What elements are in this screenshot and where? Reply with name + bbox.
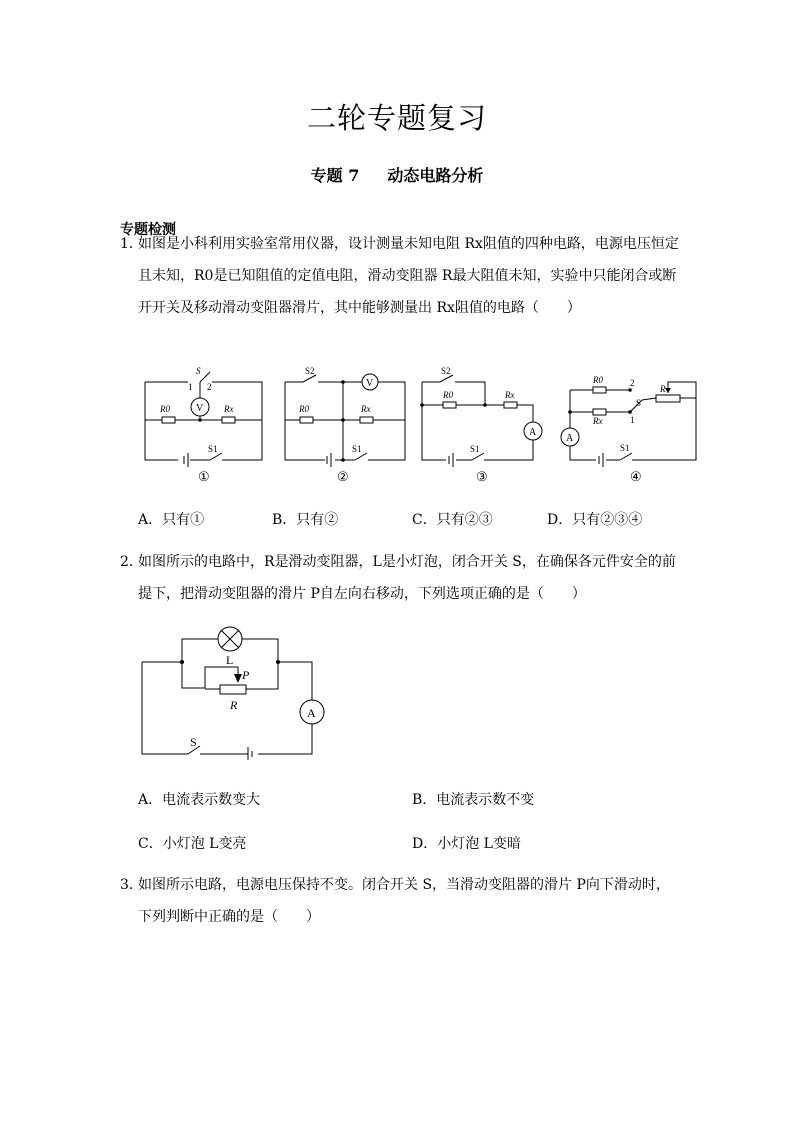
circuit-1	[145, 372, 262, 467]
q1-option-a[interactable]	[138, 509, 204, 529]
option-letter: D．	[412, 836, 438, 852]
option-text: 只有①	[162, 512, 205, 528]
q2-option-b[interactable]	[412, 789, 534, 809]
q2-rheostat-label: R	[230, 698, 238, 712]
q2-option-c[interactable]	[138, 833, 246, 853]
q2-switch-label: S	[190, 735, 197, 749]
figure-label-4: ④	[630, 469, 642, 484]
c3-ammeter: A	[529, 427, 537, 438]
c3-s2: S2	[441, 366, 451, 376]
q2-ammeter-label: A	[307, 706, 316, 720]
page-title: 二轮专题复习	[306, 101, 487, 135]
c4-pos1: 1	[630, 415, 635, 425]
figure-label-3: ③	[476, 469, 488, 484]
circuit-2	[285, 374, 405, 467]
q2-option-a[interactable]	[138, 789, 260, 809]
circuit-4	[561, 382, 696, 467]
c1-r0: R0	[160, 404, 170, 414]
c1-rx: Rx	[224, 404, 234, 414]
q1-option-b[interactable]	[272, 509, 338, 529]
c4-rx: Rx	[593, 416, 603, 426]
q1-number: 1．	[120, 236, 143, 252]
q1-line2: 且未知，R0是已知阻值的定值电阻，滑动变阻器 R最大阻值未知，实验中只能闭合或断	[138, 268, 677, 284]
option-letter: A．	[138, 792, 163, 808]
option-letter: C．	[138, 836, 163, 852]
c2-r0: R0	[299, 404, 309, 414]
option-letter: D．	[547, 512, 573, 528]
q2-line2: 提下，把滑动变阻器的滑片 P自左向右移动，下列选项正确的是（ ）	[138, 586, 586, 602]
q1-option-d[interactable]	[547, 509, 642, 529]
c4-pos2: 2	[630, 378, 635, 388]
c4-s1: S1	[620, 443, 630, 453]
c2-voltmeter: V	[366, 378, 374, 389]
c2-s2: S2	[305, 366, 315, 376]
c3-s1: S1	[470, 444, 480, 454]
q2-circuit-figure	[130, 620, 330, 760]
c1-pos1: 1	[188, 382, 193, 392]
option-letter: B．	[272, 512, 297, 528]
figure-label-2: ②	[337, 469, 349, 484]
q3-number: 3．	[120, 877, 143, 893]
circuit-3	[422, 375, 542, 467]
option-letter: B．	[412, 792, 437, 808]
c2-s1: S1	[352, 444, 362, 454]
c1-s1: S1	[208, 444, 218, 454]
q2-slider-label: P	[242, 668, 250, 682]
option-text: 只有②③	[436, 512, 493, 528]
c3-rx: Rx	[505, 390, 515, 400]
c1-pos2: 2	[207, 382, 212, 392]
c4-r: R	[660, 384, 666, 394]
c1-voltmeter: V	[196, 403, 204, 414]
q2-line1: 如图所示的电路中，R是滑动变阻器，L是小灯泡，闭合开关 S，在确保各元件安全的前	[138, 554, 676, 570]
option-text: 小灯泡 L变亮	[162, 836, 247, 852]
option-text: 电流表示数不变	[436, 792, 535, 808]
topic-heading	[0, 163, 794, 186]
figure-label-1: ①	[198, 469, 210, 484]
q3-line2: 下列判断中正确的是（ ）	[138, 909, 320, 925]
option-text: 只有②③④	[572, 512, 643, 528]
section-heading: 专题检测	[120, 222, 176, 238]
c4-ammeter: A	[566, 433, 574, 444]
option-text: 只有②	[296, 512, 339, 528]
q2-option-d[interactable]	[412, 833, 521, 853]
topic-name: 动态电路分析	[387, 166, 484, 185]
option-letter: C．	[412, 512, 437, 528]
option-text: 小灯泡 L变暗	[437, 836, 521, 852]
c4-s: S	[636, 398, 642, 408]
q3-line1: 如图所示电路，电源电压保持不变。闭合开关 S，当滑动变阻器的滑片 P向下滑动时，	[138, 877, 670, 893]
c3-r0: R0	[443, 390, 453, 400]
q2-number: 2．	[120, 554, 143, 570]
q1-option-c[interactable]	[412, 509, 493, 529]
option-text: 电流表示数变大	[162, 792, 261, 808]
q1-line1: 如图是小科利用实验室常用仪器，设计测量未知电阻 Rx阻值的四种电路，电源电压恒定	[138, 236, 679, 252]
c4-r0: R0	[593, 375, 603, 385]
c1-s-label: S	[196, 366, 201, 376]
c2-rx: Rx	[361, 404, 371, 414]
option-letter: A．	[138, 512, 163, 528]
q2-lamp-label: L	[226, 653, 234, 667]
q1-circuit-figures	[0, 360, 794, 490]
q1-line3: 开开关及移动滑动变阻器滑片，其中能够测量出 Rx阻值的电路（ ）	[138, 300, 581, 316]
topic-number: 专题 7	[310, 166, 360, 185]
